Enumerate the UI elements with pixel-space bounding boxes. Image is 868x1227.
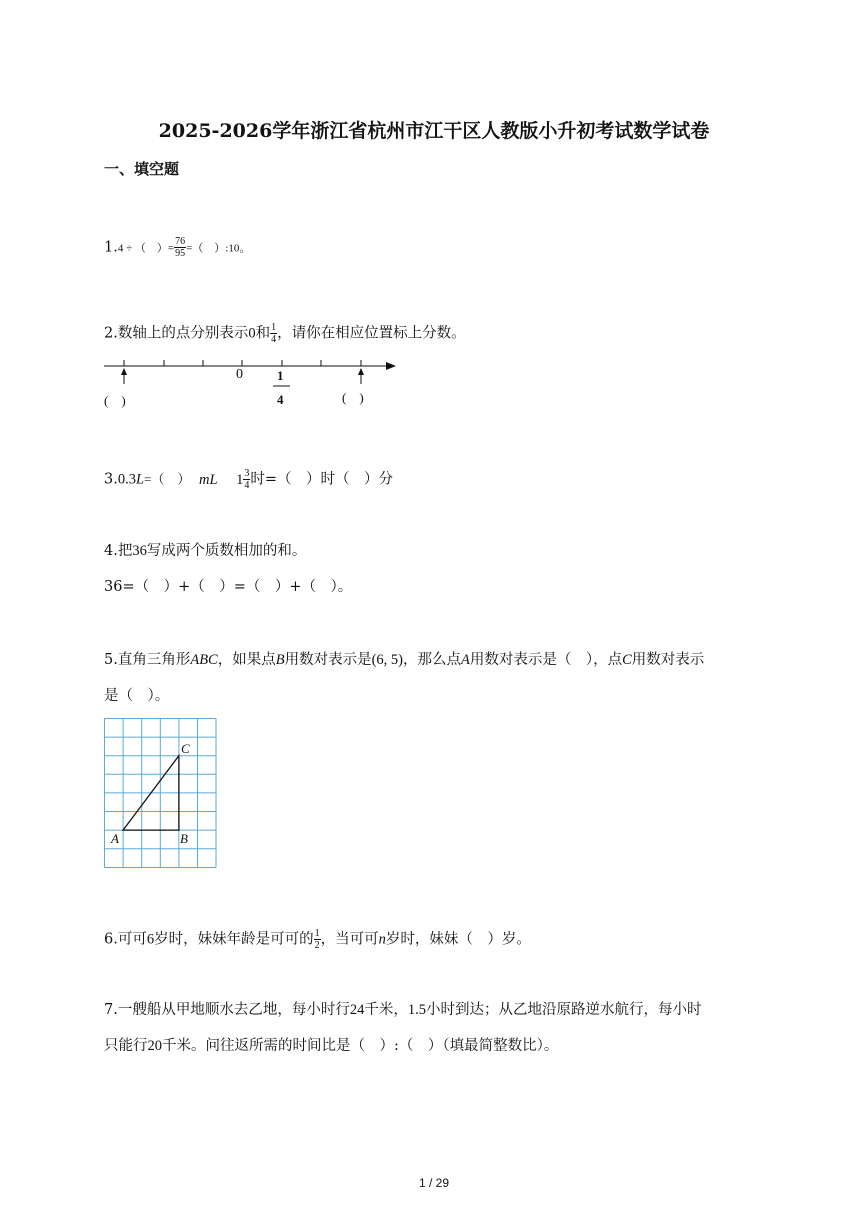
q1-fraction-numerator: 76	[175, 236, 186, 247]
q6-text-d: 岁时，妹妹（ ）岁。	[385, 931, 531, 948]
number-line-blank-left: ( )	[104, 393, 126, 408]
q3-number: 3.	[104, 471, 118, 488]
q6-text-c: ，当可可	[320, 931, 379, 948]
question-4-line-1	[104, 540, 306, 562]
right-pointer-arrowhead	[358, 368, 364, 375]
q5-point-c: C	[622, 652, 632, 668]
q2-and: 和	[255, 325, 271, 342]
q6-fraction	[314, 928, 321, 951]
section-heading: 一、填空题	[104, 160, 180, 178]
q1-part-b: =（ ）:10。	[186, 242, 251, 255]
q4-text-b: 写成两个质数相加的和。	[146, 543, 307, 559]
page-title: 2025-2026学年浙江省杭州市江干区人教版小升初考试数学试卷	[158, 120, 710, 142]
q7-text-a: 7.一艘船从甲地顺水去乙地，每小时行	[104, 1002, 350, 1018]
number-line-zero-label: 0	[236, 367, 243, 382]
q3-fraction-denominator: 4	[244, 480, 250, 491]
question-2	[104, 322, 466, 345]
q2-text-b: ，请你在相应位置标上分数。	[277, 325, 466, 342]
question-3	[104, 468, 393, 491]
q7-time: 1.5	[407, 1002, 426, 1018]
number-line-blank-right: ( )	[342, 390, 364, 405]
q1-number: 1.	[104, 239, 118, 256]
q6-fraction-numerator: 1	[314, 928, 320, 939]
q4-text-a: 4.把	[104, 543, 133, 559]
q5-point-b: B	[275, 652, 285, 668]
question-1	[104, 236, 250, 260]
q1-part-a: 4 ÷ （ ）=	[117, 242, 175, 255]
number-line-quarter-denominator: 4	[277, 392, 284, 407]
q5-text-e: 用数对表示是（ ），点	[469, 652, 623, 668]
q5-text-a: 5.直角三角形	[104, 652, 191, 668]
number-line-quarter-numerator: 1	[277, 368, 284, 383]
grid-label-b: B	[180, 831, 188, 846]
left-pointer-arrowhead	[121, 368, 127, 375]
q2-text-a: 2.数轴上的点分别表示	[104, 325, 249, 342]
q6-text-b: 岁时，妹妹年龄是可可的	[154, 931, 314, 948]
q7-text-b: 千米，	[364, 1002, 408, 1018]
question-4-line-2: 36=（ ）+（ ）=（ ）+（ ）。	[104, 579, 353, 595]
page-number: 1 / 29	[418, 1176, 450, 1190]
question-7-line-1	[104, 999, 701, 1021]
q1-fraction-denominator: 95	[175, 248, 186, 259]
q7-text-e: 千米。问往返所需的时间比是（ ）:（ ）（填最简整数比）。	[162, 1038, 559, 1054]
question-7-line-2	[104, 1035, 558, 1057]
q3-part-c: 时=（ ）时（ ）分	[250, 471, 394, 488]
grid-label-c: C	[181, 741, 190, 756]
q3-unit-ml: mL	[199, 471, 218, 488]
q5-coordinate: (6, 5)	[371, 652, 404, 668]
q6-variable-n: n	[378, 931, 386, 948]
q5-text-f: 用数对表示	[631, 652, 705, 668]
q2-fraction-denominator: 4	[271, 334, 277, 345]
q7-text-d: 只能行	[104, 1038, 148, 1054]
q5-text-d: ，那么点	[403, 652, 462, 668]
q6-fraction-denominator: 2	[314, 940, 320, 951]
q5-abc: ABC	[190, 652, 218, 668]
q5-text-c: 用数对表示是	[284, 652, 372, 668]
q3-value: 0.3	[117, 471, 136, 488]
grid-label-a: A	[111, 831, 119, 846]
question-6	[104, 928, 531, 951]
q7-speed-1: 24	[349, 1002, 365, 1018]
q6-text-a: 6.可可	[104, 931, 147, 948]
q3-fraction-numerator: 3	[244, 468, 250, 479]
q1-fraction	[174, 236, 186, 259]
q2-zero: 0	[248, 325, 256, 342]
q3-part-b: =（ ）	[144, 471, 191, 487]
question-5-line-2: 是（ ）。	[104, 688, 170, 704]
question-5-line-1	[104, 649, 704, 671]
q3-unit-l: L	[135, 471, 145, 488]
q2-fraction-numerator: 1	[271, 322, 277, 333]
q7-text-c: 小时到达；从乙地沿原路逆水航行，每小时	[425, 1002, 702, 1018]
q4-number-36: 36	[132, 543, 147, 559]
q5-point-a: A	[461, 652, 470, 668]
q7-speed-2: 20	[147, 1038, 162, 1054]
q6-age: 6	[146, 931, 155, 948]
number-line-arrowhead	[386, 362, 396, 370]
q3-whole: 1	[236, 471, 244, 488]
q5-text-b: ，如果点	[217, 652, 276, 668]
coordinate-grid	[104, 718, 218, 870]
